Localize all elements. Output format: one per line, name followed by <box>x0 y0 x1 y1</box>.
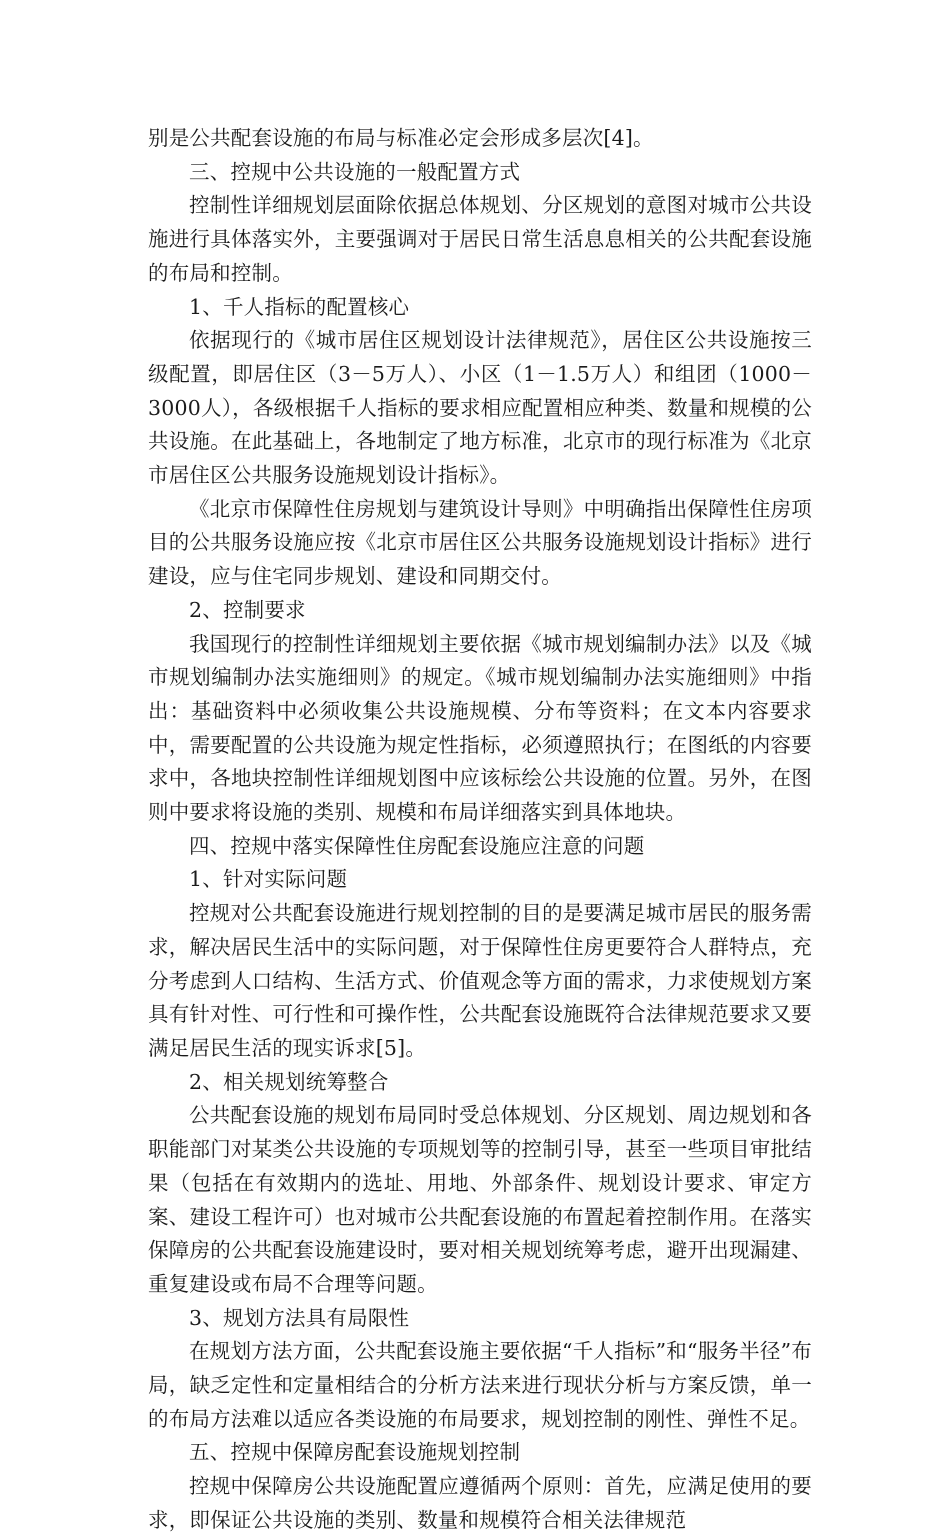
body-paragraph: 控规对公共配套设施进行规划控制的目的是要满足城市居民的服务需求，解决居民生活中的实际问题，对于保障性住房更要符合人群特点，充分考虑到人口结构、生活方式、价值观念等方面的需求，力求使规划方案具有针对性、可行性和可操作性，公共配套设施既符合法律规范要求又要满足居民生活的现实诉求[5]。 <box>148 901 812 1060</box>
subsection-heading: 1、千人指标的配置核心 <box>189 294 410 319</box>
body-paragraph: 控规中保障房公共设施配置应遵循两个原则：首先，应满足使用的要求，即保证公共设施的类别、数量和规模符合相关法律规范 <box>148 1474 812 1532</box>
section-heading-5: 五、控规中保障房配套设施规划控制 <box>189 1440 521 1465</box>
subsection-heading: 2、控制要求 <box>189 597 306 622</box>
body-paragraph: 在规划方法方面，公共配套设施主要依据“千人指标”和“服务半径”布局，缺乏定性和定量相结合的分析方法来进行现状分析与方案反馈，单一的布局方法难以适应各类设施的布局要求，规划控制的刚性、弹性不足。 <box>148 1339 812 1431</box>
document-body <box>148 122 812 1538</box>
paragraph-continuation: 别是公共配套设施的布局与标准必定会形成多层次[4]。 <box>148 126 654 150</box>
body-paragraph: 控制性详细规划层面除依据总体规划、分区规划的意图对城市公共设施进行具体落实外，主要强调对于居民日常生活息息相关的公共配套设施的布局和控制。 <box>148 193 812 285</box>
subsection-heading: 2、相关规划统筹整合 <box>189 1069 389 1094</box>
body-paragraph: 公共配套设施的规划布局同时受总体规划、分区规划、周边规划和各职能部门对某类公共设施的专项规划等的控制引导，甚至一些项目审批结果（包括在有效期内的选址、用地、外部条件、规划设计要求、审定方案、建设工程许可）也对城市公共配套设施的布置起着控制作用。在落实保障房的公共配套设施建设时，要对相关规划统筹考虑，避开出现漏建、重复建设或布局不合理等问题。 <box>148 1103 812 1296</box>
section-heading-4: 四、控规中落实保障性住房配套设施应注意的问题 <box>189 833 645 858</box>
subsection-heading: 1、针对实际问题 <box>189 867 348 892</box>
section-heading-3: 三、控规中公共设施的一般配置方式 <box>189 159 521 184</box>
body-paragraph: 《北京市保障性住房规划与建筑设计导则》中明确指出保障性住房项目的公共服务设施应按《北京市居住区公共服务设施规划设计指标》进行建设，应与住宅同步规划、建设和同期交付。 <box>148 496 812 589</box>
body-paragraph: 依据现行的《城市居住区规划设计法律规范》，居住区公共设施按三级配置，即居住区（3－5万人）、小区（1－1.5万人）和组团（1000－3000人），各级根据千人指标的要求相应配置相应种类、数量和规模的公共设施。在此基础上，各地制定了地方标准，北京市的现行标准为《北京市居住区公共服务设施规划设计指标》。 <box>148 328 812 488</box>
subsection-heading: 3、规划方法具有局限性 <box>189 1305 410 1330</box>
body-paragraph: 我国现行的控制性详细规划主要依据《城市规划编制办法》以及《城市规划编制办法实施细则》的规定。《城市规划编制办法实施细则》中指出：基础资料中必须收集公共设施规模、分布等资料；在文本内容要求中，需要配置的公共设施为规定性指标，必须遵照执行；在图纸的内容要求中，各地块控制性详细规划图中应该标绘公共设施的位置。另外，在图则中要求将设施的类别、规模和布局详细落实到具体地块。 <box>148 631 812 825</box>
